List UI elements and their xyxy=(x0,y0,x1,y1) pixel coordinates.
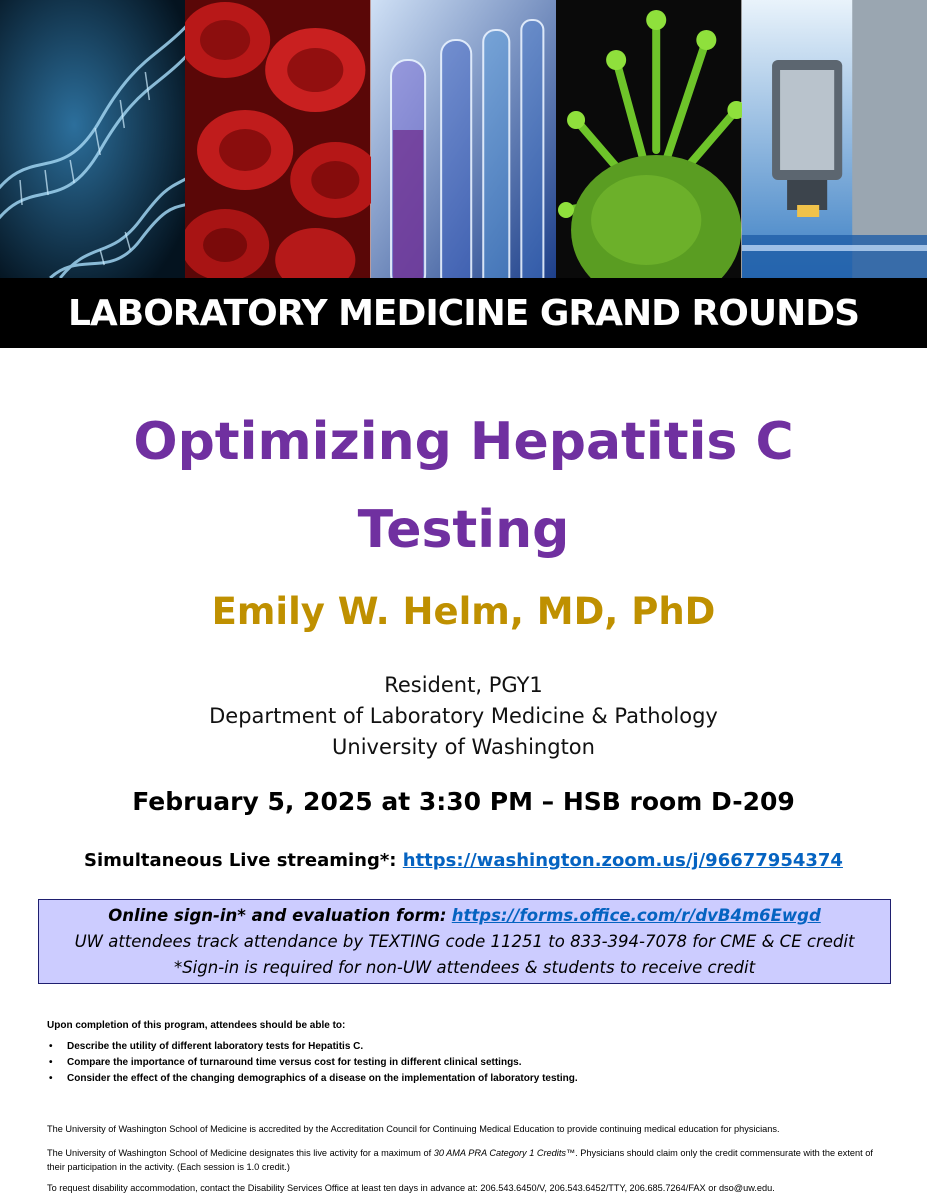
talk-title xyxy=(60,398,867,574)
streaming-label: Simultaneous Live streaming*: xyxy=(84,850,397,871)
signin-form-link[interactable]: https://forms.office.com/r/dvB4m6Ewgd xyxy=(451,906,821,925)
objective-item: • Describe the utility of different laboratory tests for Hepatitis C. xyxy=(47,1039,887,1055)
accreditation-statement: The University of Washington School of Medicine is accredited by the Accreditation Council for Continuing Medical Education to provide continuing medical education for physicians. xyxy=(47,1124,780,1134)
signin-label: Online sign-in* and evaluation form: xyxy=(108,906,447,925)
objective-item: • Compare the importance of turnaround time versus cost for testing in different clinical settings. xyxy=(47,1055,887,1071)
affiliation-university: University of Washington xyxy=(332,735,595,759)
designation-credit: 30 AMA PRA Category 1 Credits™ xyxy=(433,1148,576,1158)
speaker-name: Emily W. Helm, MD, PhD xyxy=(211,590,716,633)
virus-image xyxy=(556,0,741,278)
streaming-line xyxy=(0,850,927,871)
talk-title-line-1: Optimizing Hepatitis C xyxy=(133,412,794,472)
red-blood-cells-image xyxy=(185,0,370,278)
series-title: LABORATORY MEDICINE GRAND ROUNDS xyxy=(67,292,860,334)
header-banner xyxy=(0,0,927,278)
texting-instructions: UW attendees track attendance by TEXTING code 11251 to 833-394-7078 for CME & CE credit xyxy=(74,932,855,951)
objectives-list xyxy=(47,1039,887,1087)
objectives-lead: Upon completion of this program, attendees should be able to: xyxy=(47,1020,346,1031)
learning-objectives xyxy=(47,1020,887,1087)
dna-helix-image xyxy=(0,0,185,278)
designation-post: . Physicians should claim only the credit commensurate with the extent of their participation in the activity. (Each session is 1.0 credit.) xyxy=(47,1148,873,1172)
affiliation-department: Department of Laboratory Medicine & Pathology xyxy=(209,704,718,728)
signin-requirement-note: *Sign-in is required for non-UW attendees & students to receive credit xyxy=(173,958,756,977)
speaker-affiliation xyxy=(0,670,927,763)
designation-pre: The University of Washington School of Medicine designates this live activity for a maximum of xyxy=(47,1148,434,1158)
event-datetime-location: February 5, 2025 at 3:30 PM – HSB room D-209 xyxy=(132,787,795,816)
objective-item: • Consider the effect of the changing demographics of a disease on the implementation of laboratory testing. xyxy=(47,1071,887,1087)
series-title-bar xyxy=(0,278,927,348)
microscope-image xyxy=(742,0,927,278)
signin-line xyxy=(39,903,890,929)
test-tubes-image xyxy=(371,0,556,278)
disability-accommodation: To request disability accommodation, contact the Disability Services Office at least ten days in advance at: 206.543.6450/V, 206.543.6452/TTY, 206.685.7264/FAX or dso@uw.edu. xyxy=(47,1183,775,1193)
streaming-link[interactable]: https://washington.zoom.us/j/96677954374 xyxy=(402,850,843,871)
talk-title-line-2: Testing xyxy=(357,500,570,560)
affiliation-role: Resident, PGY1 xyxy=(384,673,543,697)
credit-designation xyxy=(47,1146,887,1174)
signin-box xyxy=(38,899,891,984)
